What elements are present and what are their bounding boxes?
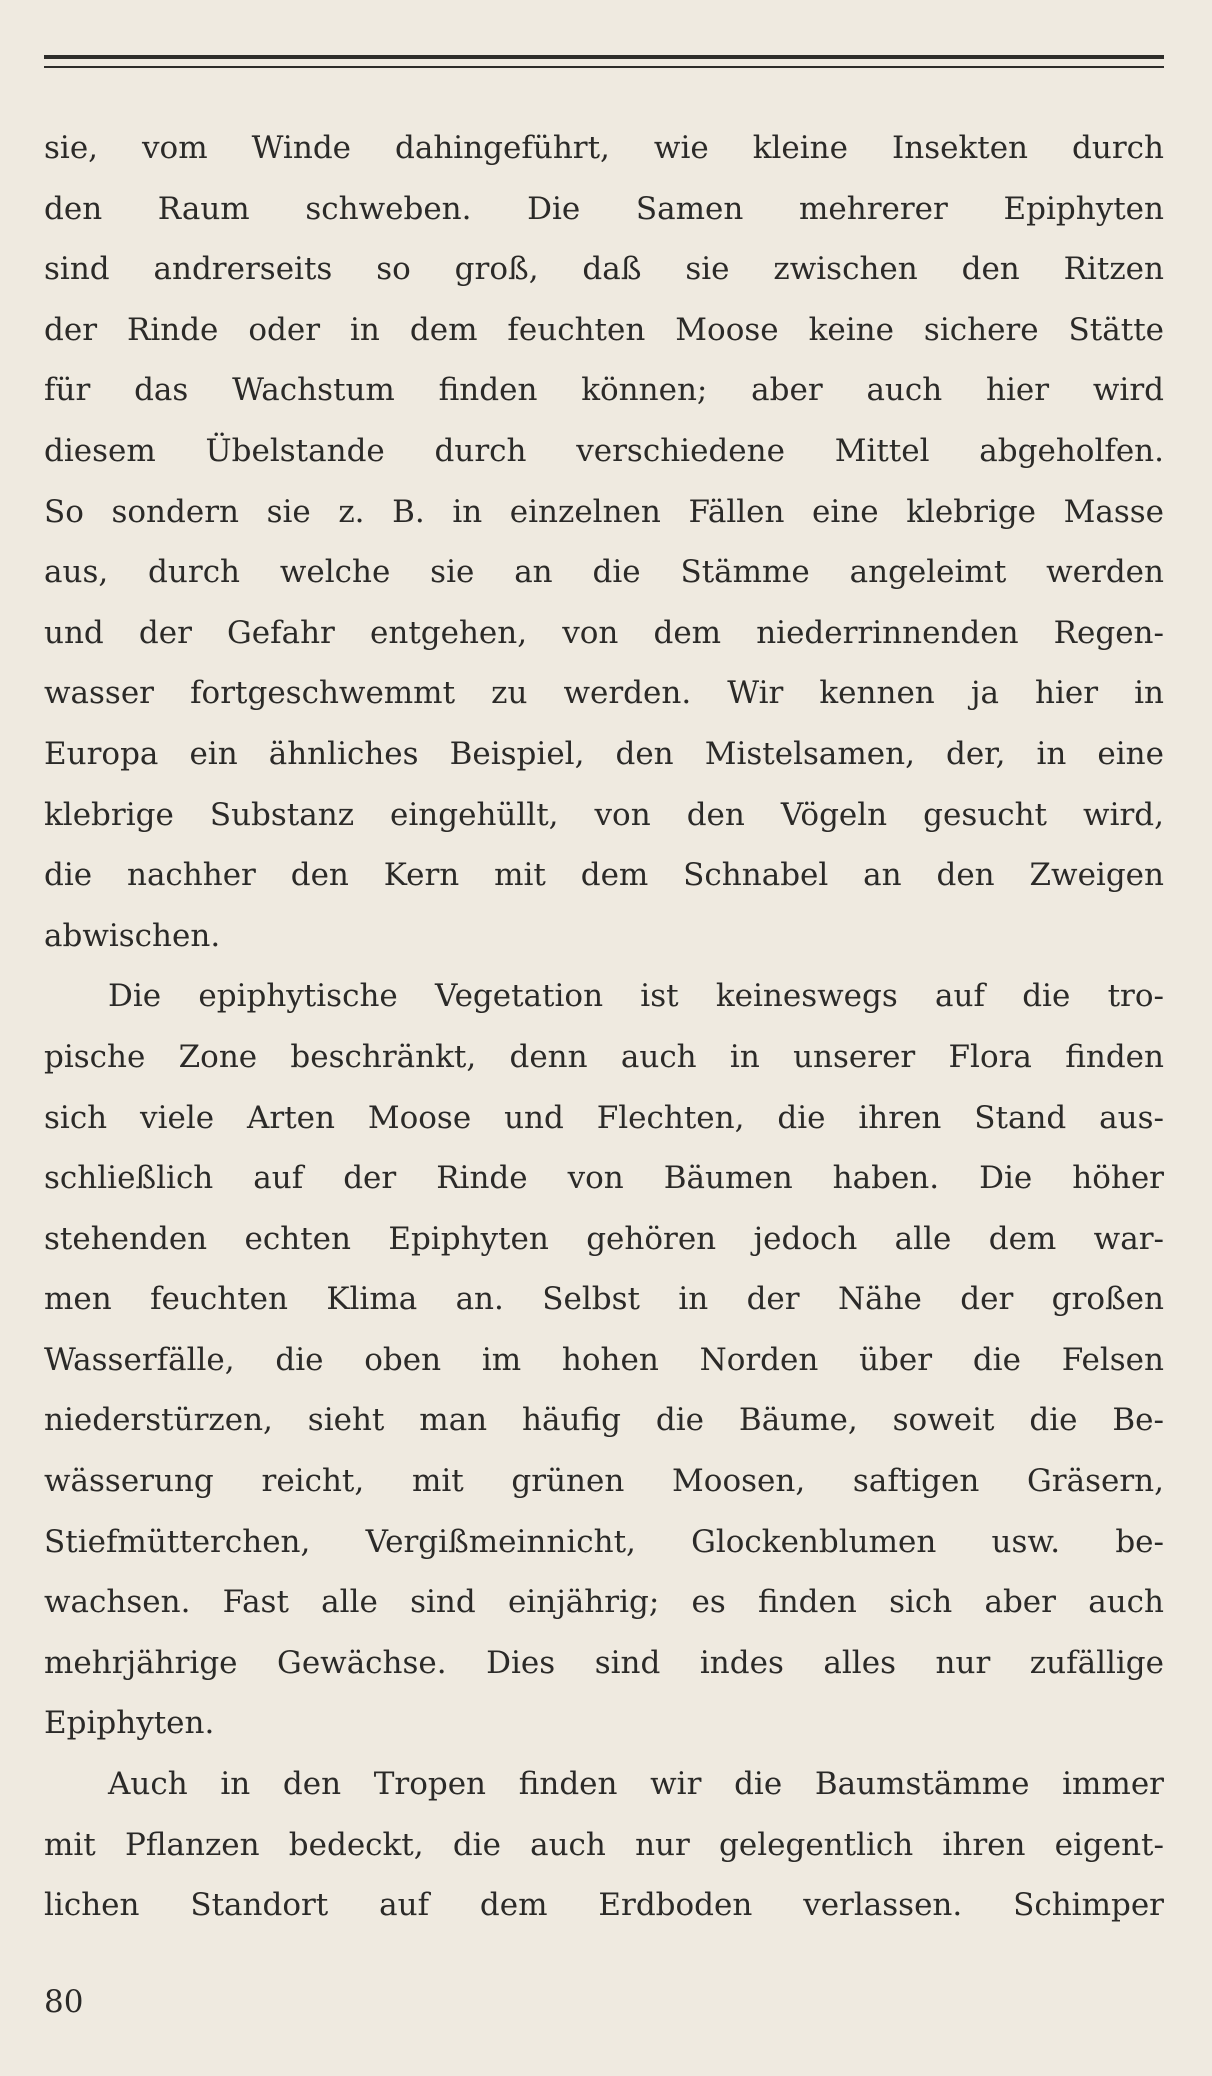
paragraph-1 <box>44 118 1164 966</box>
text-line: mit Pflanzen bedeckt, die auch nur gelegentlich ihren eigent- <box>44 1826 1164 1863</box>
text-line: stehenden echten Epiphyten gehören jedoch alle dem war- <box>44 1220 1164 1257</box>
paragraph-3 <box>44 1754 1164 1936</box>
text-line: niederstürzen, sieht man häufig die Bäume, soweit die Be- <box>44 1402 1164 1439</box>
page-number: 80 <box>44 1984 84 2020</box>
text-line: Wasserfälle, die oben im hohen Norden über die Felsen <box>44 1341 1164 1378</box>
text-line: Stiefmütterchen, Vergißmeinnicht, Glockenblumen usw. be- <box>44 1523 1164 1560</box>
text-line: pische Zone beschränkt, denn auch in unserer Flora finden <box>44 1038 1164 1075</box>
text-line: Auch in den Tropen finden wir die Baumstämme immer <box>108 1766 1164 1803</box>
text-line: diesem Übelstande durch verschiedene Mittel abgeholfen. <box>44 432 1164 469</box>
text-line: klebrige Substanz eingehüllt, von den Vögeln gesucht wird, <box>44 796 1164 833</box>
text-line: abwischen. <box>44 917 221 954</box>
text-line: mehrjährige Gewächse. Dies sind indes alles nur zufällige <box>44 1644 1164 1681</box>
paragraph-2 <box>44 966 1164 1754</box>
text-line: wässerung reicht, mit grünen Moosen, saftigen Gräsern, <box>44 1463 1164 1500</box>
text-line: schließlich auf der Rinde von Bäumen haben. Die höher <box>44 1160 1164 1197</box>
text-line: die nachher den Kern mit dem Schnabel an den Zweigen <box>44 857 1164 894</box>
text-line: Epiphyten. <box>44 1705 215 1742</box>
text-line: den Raum schweben. Die Samen mehrerer Epiphyten <box>44 190 1164 227</box>
text-line: wachsen. Fast alle sind einjährig; es finden sich aber auch <box>44 1584 1164 1621</box>
text-line: der Rinde oder in dem feuchten Moose keine sichere Stätte <box>44 311 1164 348</box>
text-line: und der Gefahr entgehen, von dem niederrinnenden Regen- <box>44 614 1164 651</box>
text-line: Die epiphytische Vegetation ist keineswegs auf die tro- <box>108 978 1164 1015</box>
text-line: men feuchten Klima an. Selbst in der Nähe der großen <box>44 1281 1164 1318</box>
text-line: sich viele Arten Moose und Flechten, die ihren Stand aus- <box>44 1099 1164 1136</box>
header-rule-thick <box>44 55 1164 59</box>
book-page <box>44 0 1164 2076</box>
text-line: aus, durch welche sie an die Stämme angeleimt werden <box>44 554 1164 591</box>
text-line: So sondern sie z. B. in einzelnen Fällen eine klebrige Masse <box>44 493 1164 530</box>
body-text <box>44 118 1164 1936</box>
text-line: wasser fortgeschwemmt zu werden. Wir kennen ja hier in <box>44 675 1164 712</box>
text-line: lichen Standort auf dem Erdboden verlassen. Schimper <box>44 1887 1164 1924</box>
text-line: für das Wachstum finden können; aber auch hier wird <box>44 372 1164 409</box>
text-line: sie, vom Winde dahingeführt, wie kleine Insekten durch <box>44 130 1164 166</box>
header-rule-thin <box>44 66 1164 68</box>
text-line: Europa ein ähnliches Beispiel, den Mistelsamen, der, in eine <box>44 735 1164 772</box>
text-line: sind andrerseits so groß, daß sie zwischen den Ritzen <box>44 251 1164 288</box>
